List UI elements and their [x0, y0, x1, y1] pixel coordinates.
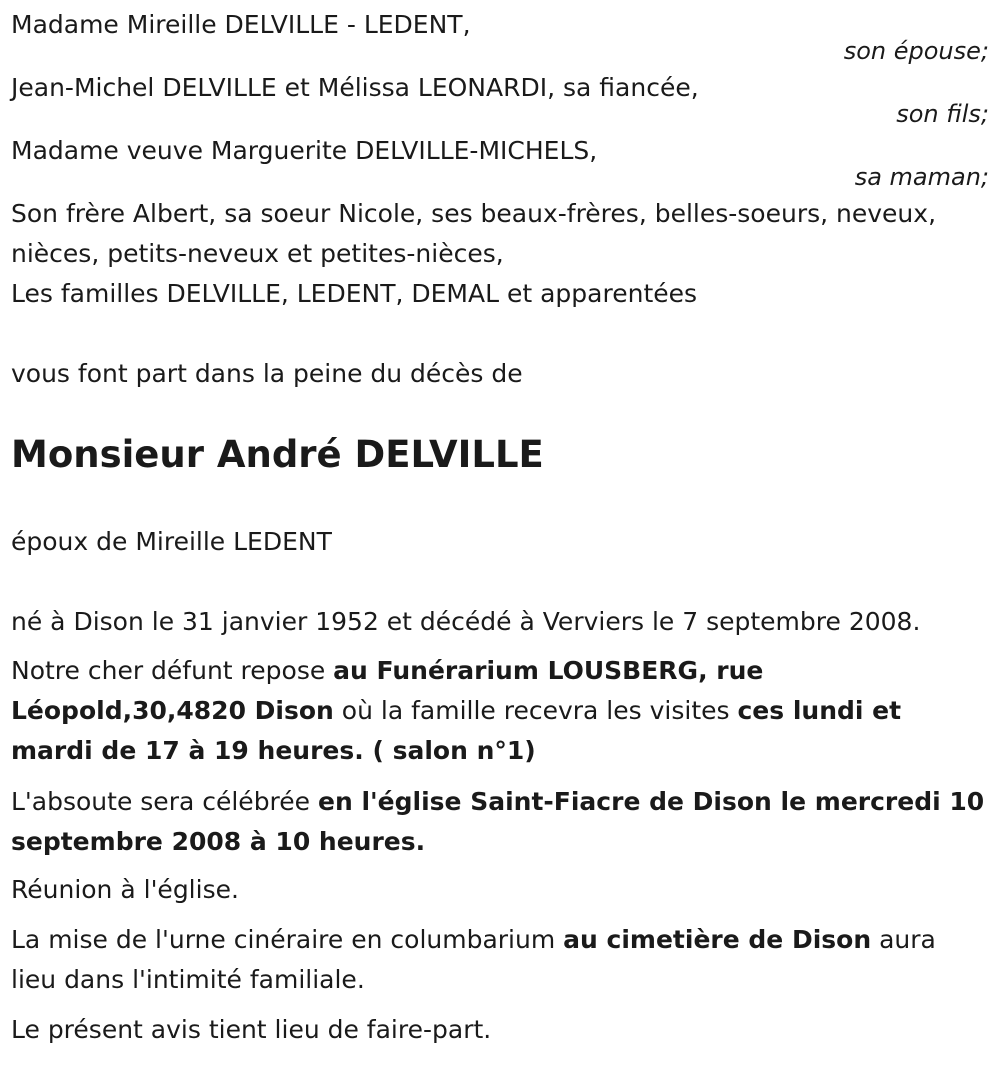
family-name: Madame veuve Marguerite DELVILLE-MICHELS,	[11, 136, 598, 165]
absoute-location: en l'église Saint-Fiacre de Dison le mercredi 10	[318, 787, 985, 816]
absoute-paragraph	[11, 782, 989, 862]
rest-paragraph	[11, 651, 989, 771]
family-block-mother	[11, 131, 989, 189]
urne-paragraph	[11, 920, 989, 1000]
absoute-date: septembre 2008 à 10 heures.	[11, 827, 426, 856]
rest-text: où la famille recevra les visites	[333, 696, 738, 725]
deceased-name: Monsieur André DELVILLE	[11, 433, 544, 476]
absoute-text: L'absoute sera célébrée	[11, 787, 318, 816]
closing-line: Le présent avis tient lieu de faire-part.	[11, 1015, 492, 1044]
funerarium-location: au Funérarium LOUSBERG, rue	[333, 656, 764, 685]
family-block-spouse	[11, 5, 989, 63]
visit-days: ces lundi et	[737, 696, 902, 725]
visit-hours: mardi de 17 à 19 heures. ( salon n°1)	[11, 736, 536, 765]
family-name: Jean-Michel DELVILLE et Mélissa LEONARDI, sa fiancée,	[11, 73, 699, 102]
family-name: Madame Mireille DELVILLE - LEDENT,	[11, 10, 471, 39]
family-role: sa maman;	[854, 163, 989, 191]
relatives-line: Son frère Albert, sa soeur Nicole, ses beaux-frères, belles-soeurs, neveux,	[11, 199, 937, 228]
funerarium-address: Léopold,30,4820 Dison	[11, 696, 334, 725]
urne-text: aura	[871, 925, 936, 954]
family-block-son	[11, 68, 989, 126]
urne-text: La mise de l'urne cinéraire en columbarium	[11, 925, 564, 954]
reunion-line: Réunion à l'église.	[11, 875, 239, 904]
cemetery-location: au cimetière de Dison	[563, 925, 872, 954]
announcement: vous font part dans la peine du décès de	[11, 359, 523, 388]
relatives-line: nièces, petits-neveux et petites-nièces,	[11, 239, 504, 268]
family-role: son fils;	[896, 100, 989, 128]
urne-text: lieu dans l'intimité familiale.	[11, 965, 365, 994]
birth-death-line: né à Dison le 31 janvier 1952 et décédé à Verviers le 7 septembre 2008.	[11, 607, 921, 636]
spouse-line: époux de Mireille LEDENT	[11, 527, 332, 556]
families-line: Les familles DELVILLE, LEDENT, DEMAL et apparentées	[11, 279, 698, 308]
rest-text: Notre cher défunt repose	[11, 656, 334, 685]
relatives-block	[11, 194, 989, 314]
family-role: son épouse;	[843, 37, 989, 65]
